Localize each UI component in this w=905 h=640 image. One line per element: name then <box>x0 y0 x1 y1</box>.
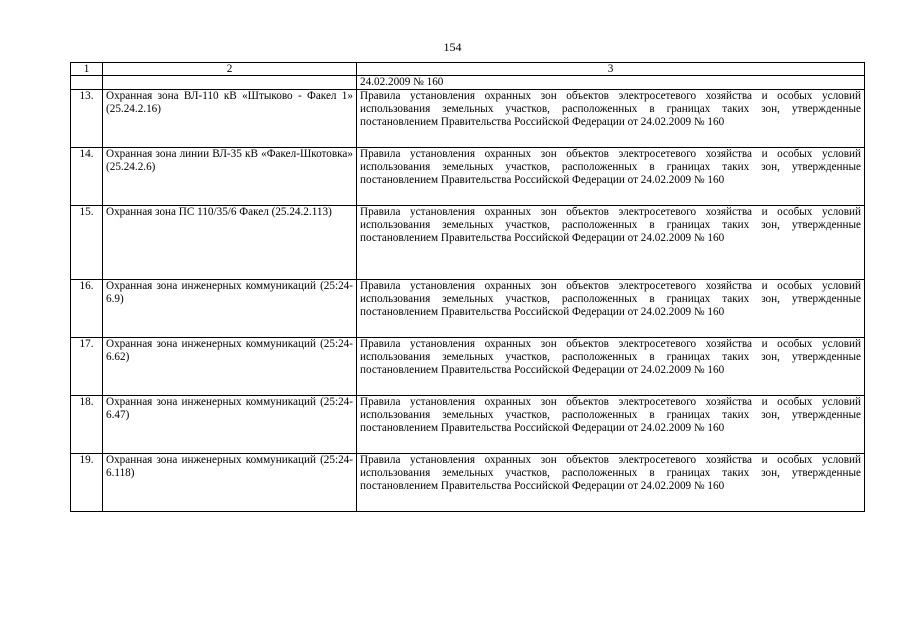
row-number: 15. <box>71 206 103 280</box>
table-row <box>71 90 865 148</box>
table-row <box>71 338 865 396</box>
table-header-row <box>71 63 865 76</box>
zone-name: Охранная зона линии ВЛ-35 кВ «Факел-Шкотовка» (25.24.2.6) <box>103 148 357 206</box>
table-row <box>71 148 865 206</box>
table-row <box>71 206 865 280</box>
page-number: 154 <box>443 40 462 54</box>
zone-name: Охранная зона ПС 110/35/6 Факел (25.24.2.113) <box>103 206 357 280</box>
table-row <box>71 454 865 512</box>
zone-name: Охранная зона инженерных коммуникаций (25:24-6.62) <box>103 338 357 396</box>
row-number: 14. <box>71 148 103 206</box>
row-number: 18. <box>71 396 103 454</box>
continuation-basis-cell: 24.02.2009 № 160 <box>357 76 865 90</box>
legal-basis: Правила установления охранных зон объектов электросетевого хозяйства и особых условий использования земельных участков, расположенных в границах таких зон, утвержденные постановлением Правительства Российской Федерации от 24.02.2009 № 160 <box>357 280 865 338</box>
zone-name: Охранная зона инженерных коммуникаций (25:24-6.47) <box>103 396 357 454</box>
table-row <box>71 280 865 338</box>
row-number: 13. <box>71 90 103 148</box>
row-number: 16. <box>71 280 103 338</box>
row-number: 17. <box>71 338 103 396</box>
continuation-name-cell <box>103 76 357 90</box>
legal-basis: Правила установления охранных зон объектов электросетевого хозяйства и особых условий использования земельных участков, расположенных в границах таких зон, утвержденные постановлением Правительства Российской Федерации от 24.02.2009 № 160 <box>357 338 865 396</box>
legal-basis: Правила установления охранных зон объектов электросетевого хозяйства и особых условий использования земельных участков, расположенных в границах таких зон, утвержденные постановлением Правительства Российской Федерации от 24.02.2009 № 160 <box>357 148 865 206</box>
zones-table <box>70 62 865 512</box>
continuation-num-cell <box>71 76 103 90</box>
legal-basis: Правила установления охранных зон объектов электросетевого хозяйства и особых условий использования земельных участков, расположенных в границах таких зон, утвержденные постановлением Правительства Российской Федерации от 24.02.2009 № 160 <box>357 90 865 148</box>
zone-name: Охранная зона инженерных коммуникаций (25:24-6.9) <box>103 280 357 338</box>
row-number: 19. <box>71 454 103 512</box>
legal-basis: Правила установления охранных зон объектов электросетевого хозяйства и особых условий использования земельных участков, расположенных в границах таких зон, утвержденные постановлением Правительства Российской Федерации от 24.02.2009 № 160 <box>357 396 865 454</box>
legal-basis: Правила установления охранных зон объектов электросетевого хозяйства и особых условий использования земельных участков, расположенных в границах таких зон, утвержденные постановлением Правительства Российской Федерации от 24.02.2009 № 160 <box>357 454 865 512</box>
column-header-name: 2 <box>103 63 357 76</box>
legal-basis: Правила установления охранных зон объектов электросетевого хозяйства и особых условий использования земельных участков, расположенных в границах таких зон, утвержденные постановлением Правительства Российской Федерации от 24.02.2009 № 160 <box>357 206 865 280</box>
zone-name: Охранная зона инженерных коммуникаций (25:24-6.118) <box>103 454 357 512</box>
table-row <box>71 396 865 454</box>
column-header-basis: 3 <box>357 63 865 76</box>
continuation-row <box>71 76 865 90</box>
zone-name: Охранная зона ВЛ-110 кВ «Штыково - Факел 1» (25.24.2.16) <box>103 90 357 148</box>
column-header-number: 1 <box>71 63 103 76</box>
